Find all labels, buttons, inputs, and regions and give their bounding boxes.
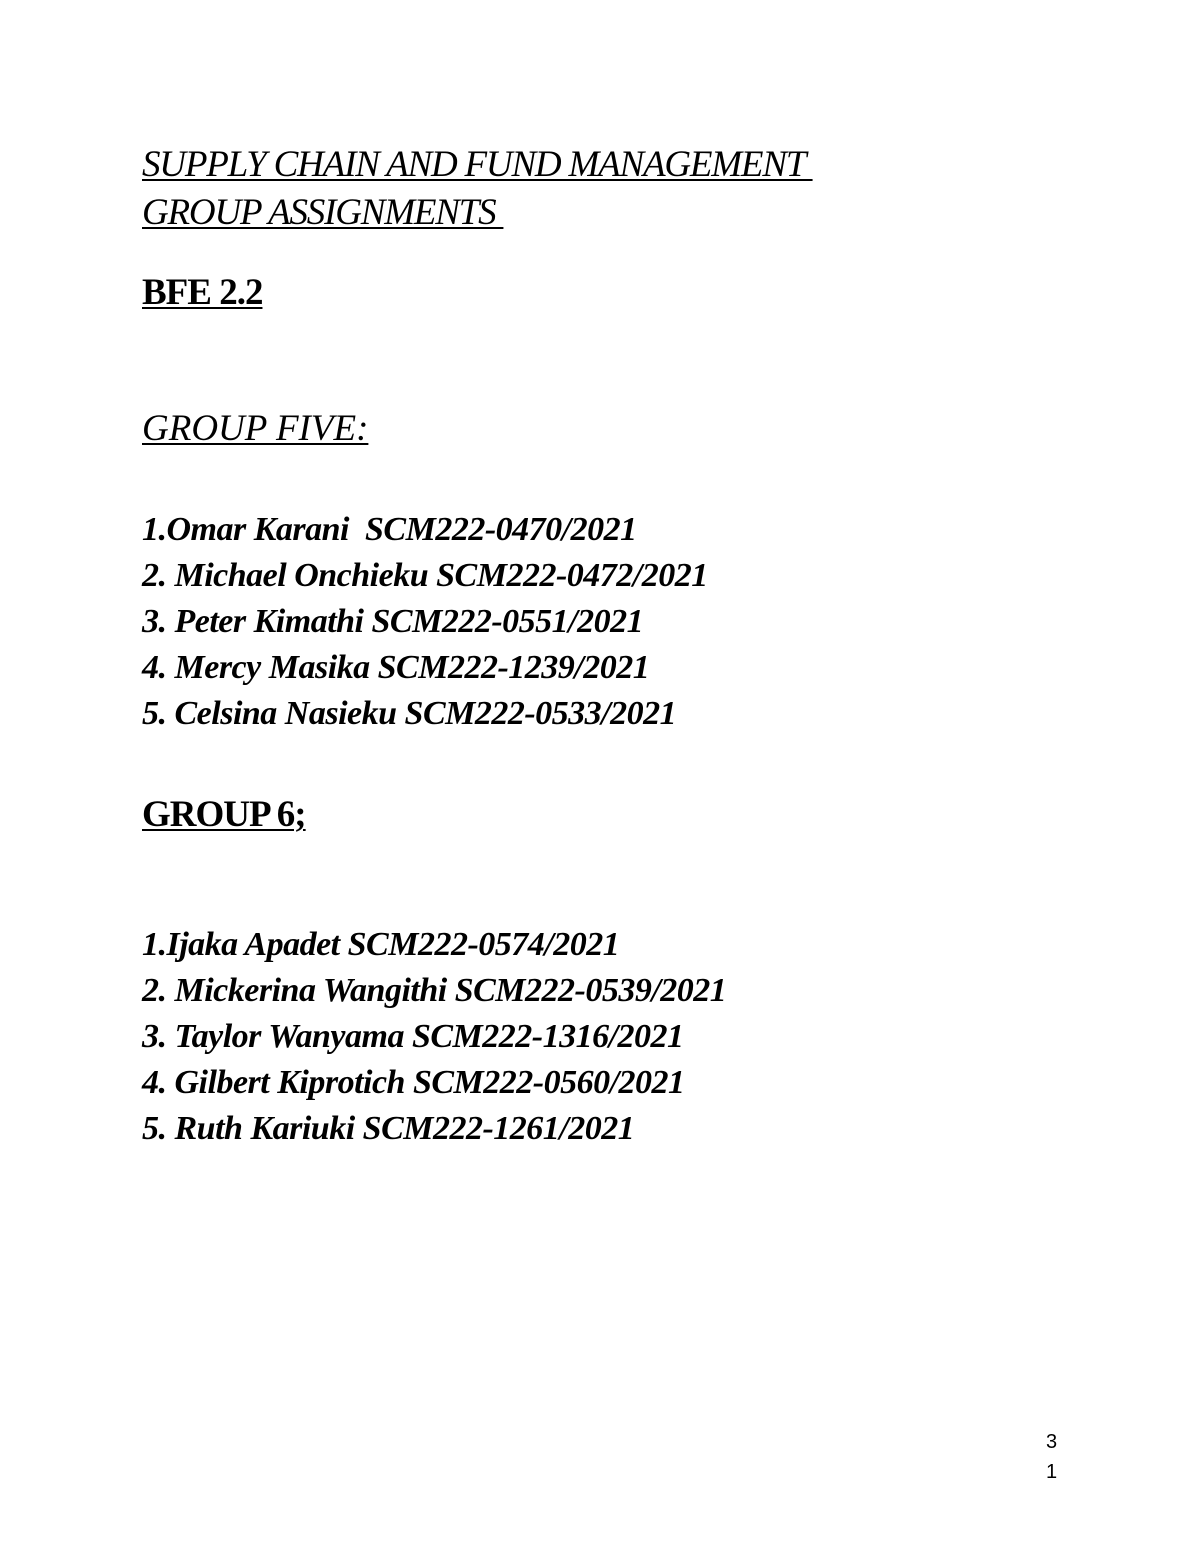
group-six-heading: GROUP 6;	[142, 794, 306, 835]
list-item: 2. Mickerina Wangithi SCM222-0539/2021	[142, 972, 727, 1009]
page-number-line-2: 1	[1046, 1461, 1058, 1483]
document-title-line-2: GROUP ASSIGNMENTS	[142, 192, 504, 233]
list-item: 2. Michael Onchieku SCM222-0472/2021	[142, 557, 708, 594]
list-item: 3. Taylor Wanyama SCM222-1316/2021	[142, 1018, 684, 1055]
list-item: 4. Mercy Masika SCM222-1239/2021	[142, 649, 650, 686]
page-number-line-1: 3	[1046, 1431, 1058, 1453]
group-five-heading: GROUP FIVE:	[142, 408, 369, 449]
group-five-member-list	[142, 507, 708, 737]
list-item: 1.Ijaka Apadet SCM222-0574/2021	[142, 926, 620, 963]
list-item: 4. Gilbert Kiprotich SCM222-0560/2021	[142, 1064, 685, 1101]
list-item: 3. Peter Kimathi SCM222-0551/2021	[142, 603, 644, 640]
group-six-member-list	[142, 922, 726, 1152]
list-item: 5. Celsina Nasieku SCM222-0533/2021	[142, 695, 677, 732]
class-heading: BFE 2.2	[142, 272, 263, 313]
list-item: 1.Omar Karani SCM222-0470/2021	[142, 511, 637, 548]
list-item: 5. Ruth Kariuki SCM222-1261/2021	[142, 1110, 635, 1147]
document-title-line-1: SUPPLY CHAIN AND FUND MANAGEMENT	[142, 144, 813, 185]
